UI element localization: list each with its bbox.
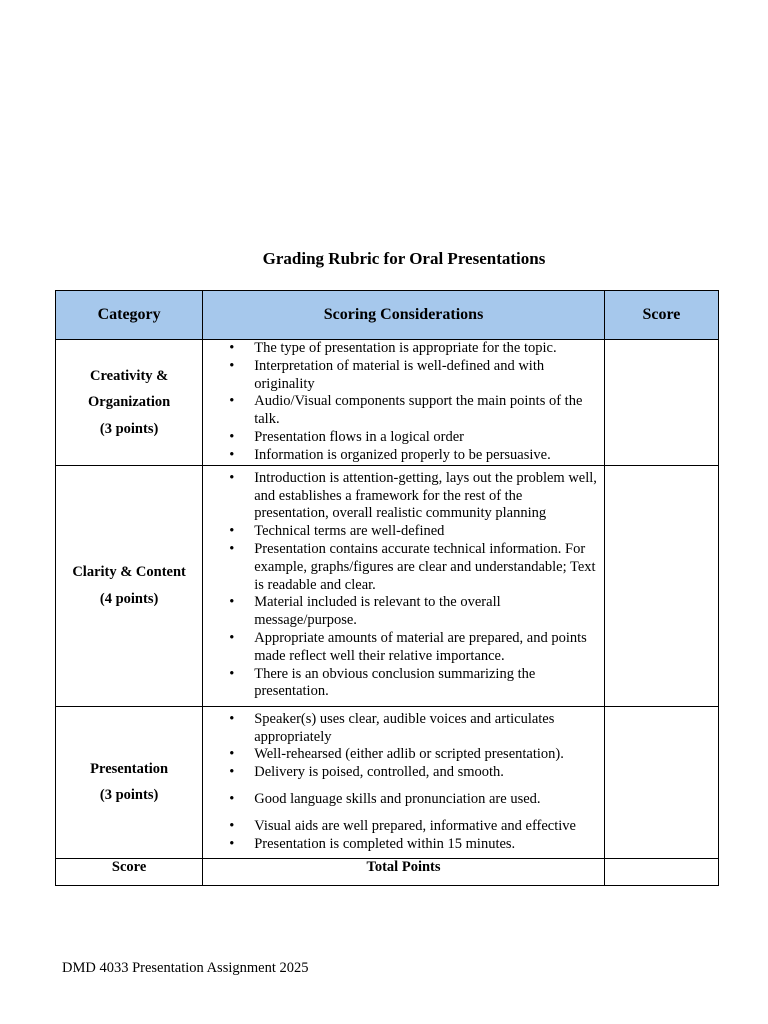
total-points-label: Total Points bbox=[203, 858, 605, 885]
list-item: • Delivery is poised, controlled, and smooth. bbox=[203, 764, 604, 782]
total-score-cell bbox=[604, 858, 718, 885]
category-points: (3 points) bbox=[99, 787, 159, 804]
list-item: • Introduction is attention-getting, lays out the problem well, and establishes a framework for the rest of the presentation, overall realistic community planning bbox=[203, 470, 604, 523]
score-cell bbox=[604, 340, 718, 466]
total-score-label: Score bbox=[56, 858, 203, 885]
list-item: • Presentation flows in a logical order bbox=[203, 429, 604, 447]
list-item: • Visual aids are well prepared, informative and effective bbox=[203, 818, 604, 836]
category-label: Clarity & Content bbox=[72, 564, 186, 581]
considerations-list bbox=[203, 711, 604, 854]
list-item: • Speaker(s) uses clear, audible voices and articulates appropriately bbox=[203, 711, 604, 747]
category-label: Presentation bbox=[90, 760, 169, 777]
list-item: • Information is organized properly to be persuasive. bbox=[203, 447, 604, 465]
list-item: • Good language skills and pronunciation are used. bbox=[203, 791, 604, 809]
table-row-creativity-organization bbox=[56, 340, 719, 466]
category-cell bbox=[56, 340, 203, 466]
list-item: • Presentation contains accurate technical information. For example, graphs/figures are clear and understandable; Text is readable and clear. bbox=[203, 541, 604, 594]
list-item: • Technical terms are well-defined bbox=[203, 523, 604, 541]
score-cell bbox=[604, 465, 718, 706]
page-footer: DMD 4033 Presentation Assignment 2025 bbox=[62, 960, 309, 976]
category-points: (4 points) bbox=[99, 590, 159, 607]
considerations-list bbox=[203, 340, 604, 465]
table-row-clarity-content bbox=[56, 465, 719, 706]
list-item: • There is an obvious conclusion summarizing the presentation. bbox=[203, 666, 604, 702]
header-score: Score bbox=[604, 291, 718, 340]
considerations-cell bbox=[203, 465, 605, 706]
grading-rubric-table bbox=[55, 290, 719, 886]
list-item: • Appropriate amounts of material are prepared, and points made reflect well their relative importance. bbox=[203, 630, 604, 666]
header-category: Category bbox=[56, 291, 203, 340]
category-cell bbox=[56, 465, 203, 706]
category-cell bbox=[56, 706, 203, 858]
table-row-presentation bbox=[56, 706, 719, 858]
category-label: Organization bbox=[88, 394, 171, 411]
category-points: (3 points) bbox=[99, 420, 159, 437]
header-scoring-considerations: Scoring Considerations bbox=[203, 291, 605, 340]
list-item: • Well-rehearsed (either adlib or scripted presentation). bbox=[203, 746, 604, 764]
table-row-total bbox=[56, 858, 719, 885]
list-item: • Presentation is completed within 15 minutes. bbox=[203, 836, 604, 854]
list-item: • The type of presentation is appropriate for the topic. bbox=[203, 340, 604, 358]
score-cell bbox=[604, 706, 718, 858]
considerations-cell bbox=[203, 706, 605, 858]
page-title: Grading Rubric for Oral Presentations bbox=[262, 249, 546, 268]
considerations-list bbox=[203, 470, 604, 701]
list-item: • Material included is relevant to the overall message/purpose. bbox=[203, 594, 604, 630]
table-header-row bbox=[56, 291, 719, 340]
category-label: Creativity & bbox=[89, 367, 169, 384]
considerations-cell bbox=[203, 340, 605, 466]
list-item: • Interpretation of material is well-defined and with originality bbox=[203, 358, 604, 394]
list-item: • Audio/Visual components support the main points of the talk. bbox=[203, 393, 604, 429]
